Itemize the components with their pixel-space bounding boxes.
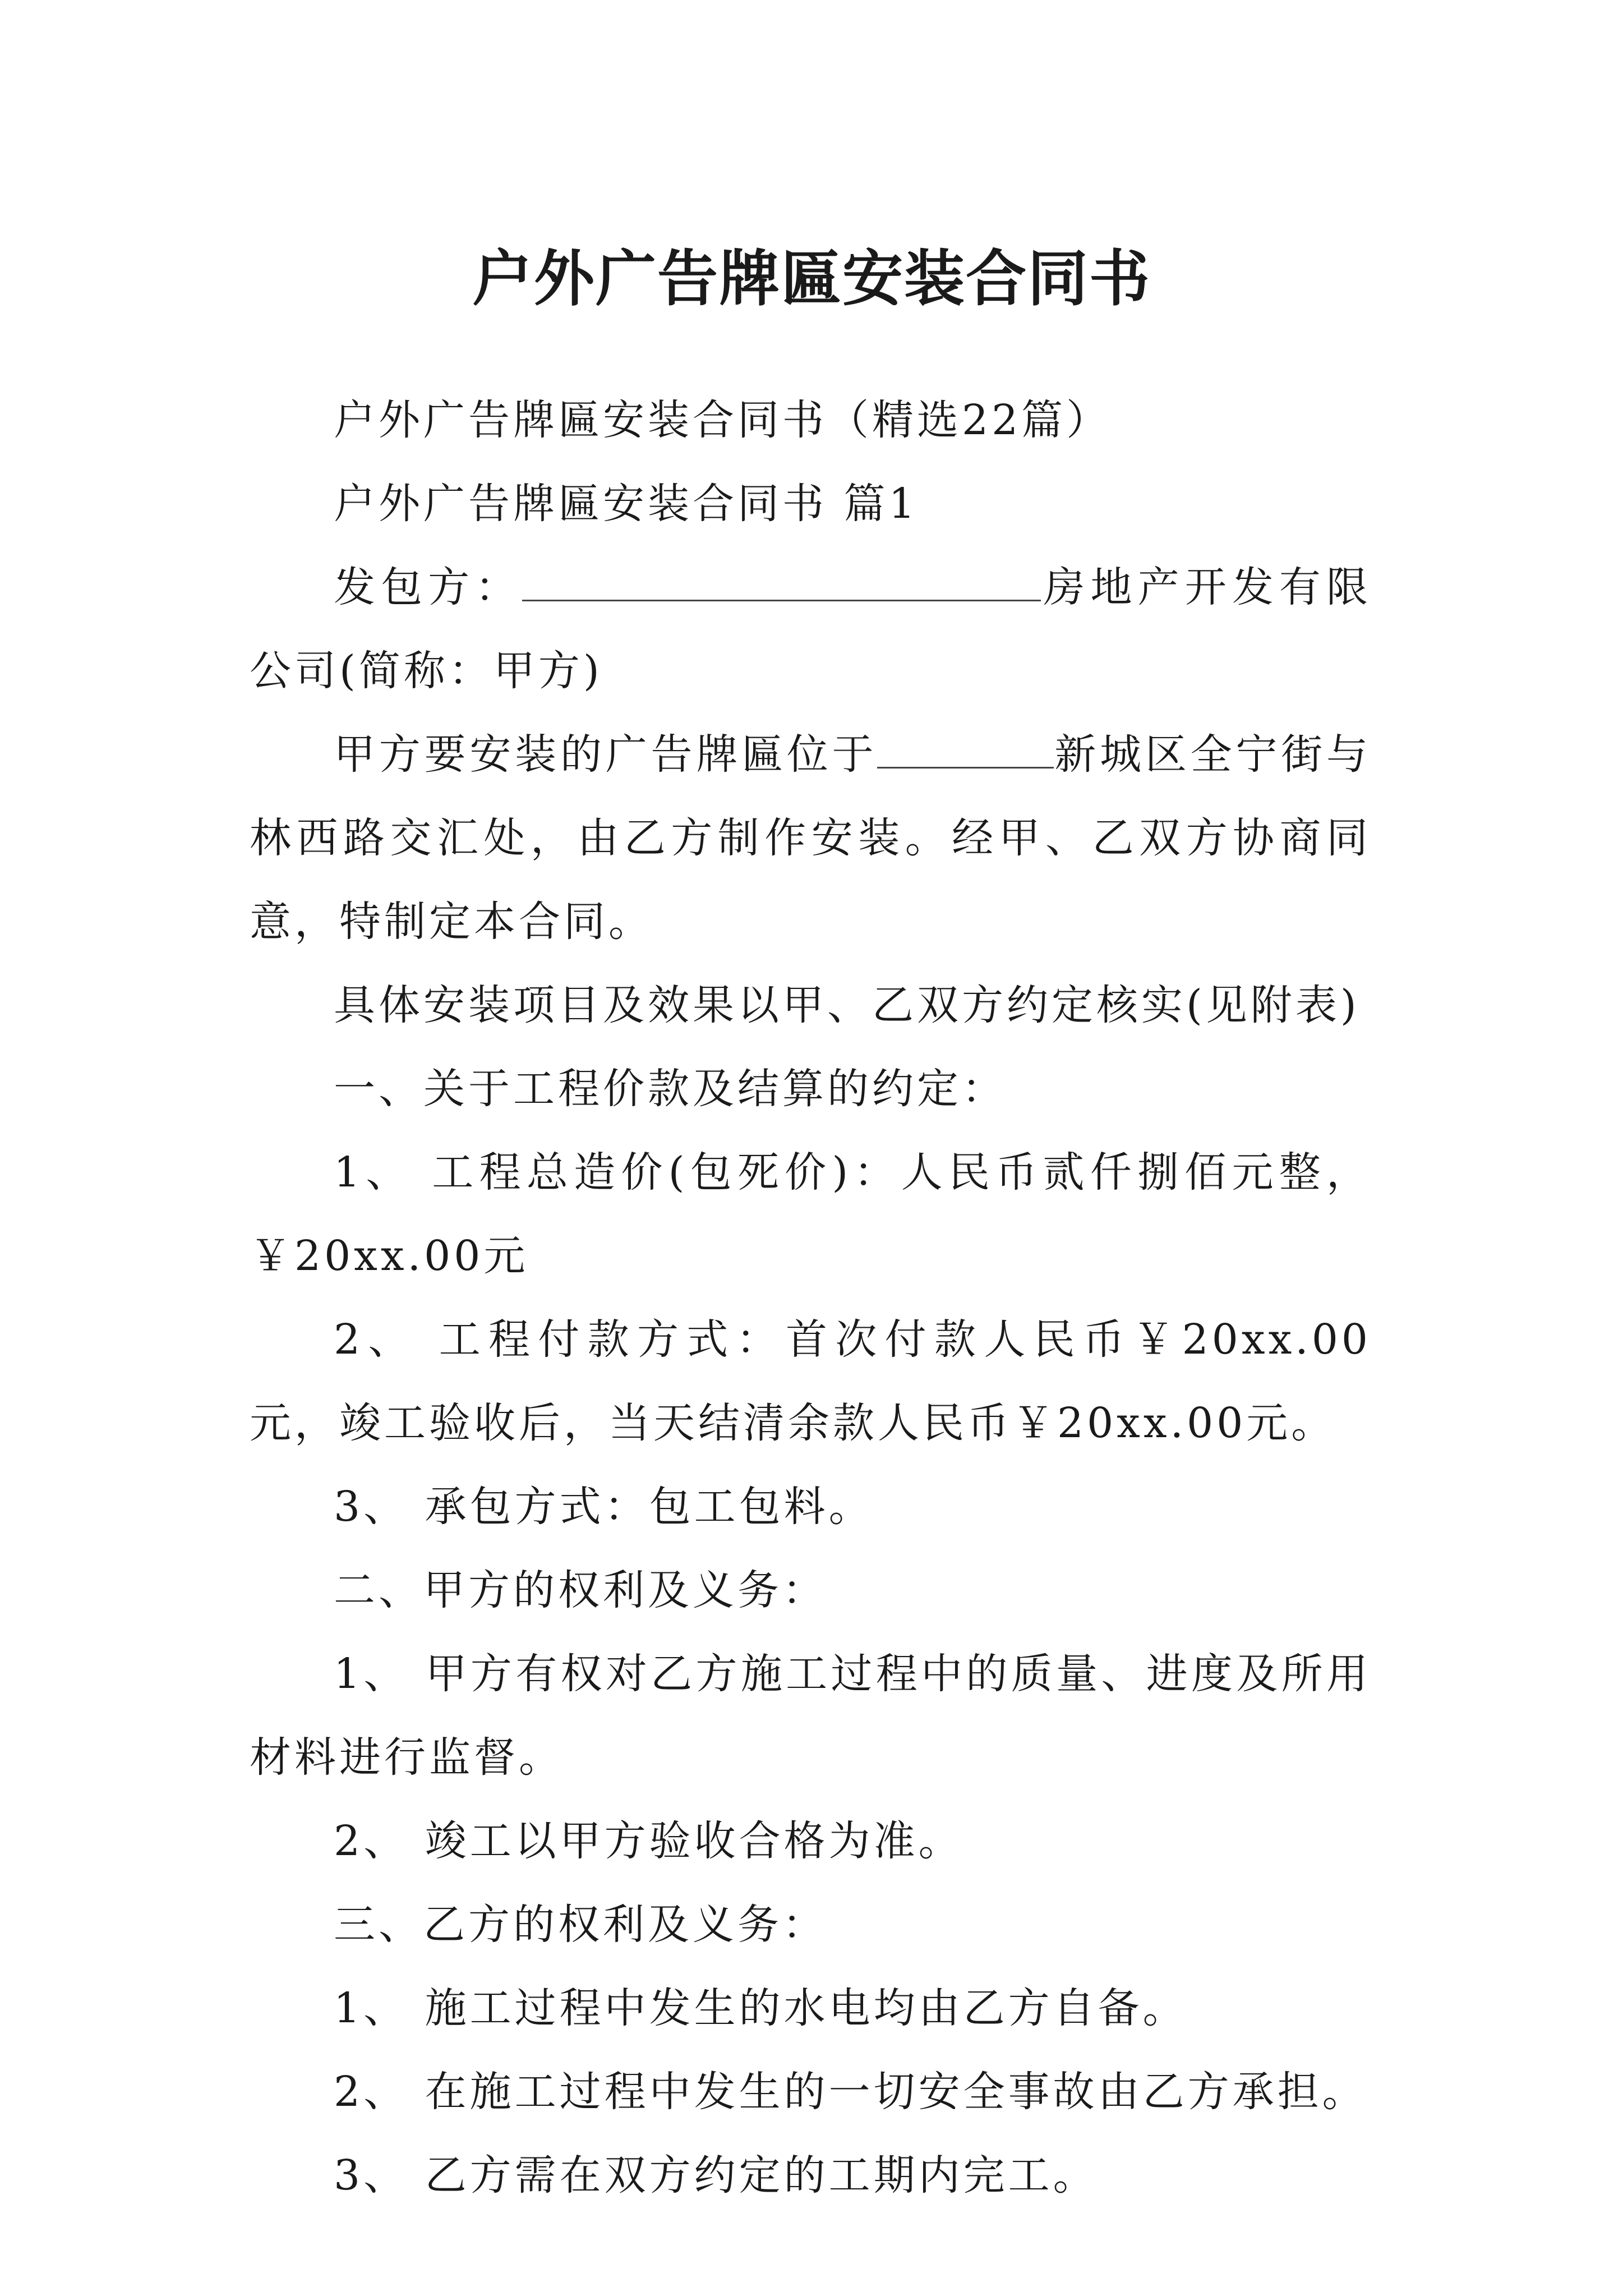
document-title: 户外广告牌匾安装合同书 <box>472 243 1151 315</box>
contractor-blank-line <box>522 564 1041 601</box>
paragraph-section-2-heading: 二、甲方的权利及义务： <box>334 1566 827 1614</box>
paragraph-section-1-heading: 一、关于工程价款及结算的约定： <box>334 1065 1007 1113</box>
paragraph-total-price: 1、 工程总造价(包死价)：人民币贰仟捌佰元整，￥20xx.00元 <box>250 1148 1371 1280</box>
paragraph-party-a-right-1: 1、 甲方有权对乙方施工过程中的质量、进度及所用材料进行监督。 <box>250 1650 1371 1782</box>
paragraph-section-3-heading: 三、乙方的权利及义务： <box>334 1901 827 1949</box>
paragraph-contractor <box>250 546 1371 713</box>
paragraph-location <box>250 713 1371 964</box>
paragraph-party-a-right-2: 2、 竣工以甲方验收合格为准。 <box>334 1817 963 1865</box>
paragraph-contract-method: 3、 承包方式：包工包料。 <box>334 1483 874 1531</box>
location-suffix: 新城区全宁街与林西路交汇处，由乙方制作安装。经甲、乙双方协商同意，特制定本合同。 <box>250 730 1372 946</box>
paragraph-section-heading: 户外广告牌匾安装合同书 篇1 <box>334 480 919 528</box>
contractor-label: 发包方： <box>334 563 523 611</box>
paragraph-payment-method: 2、 工程付款方式：首次付款人民币￥20xx.00元，竣工验收后，当天结清余款人民币￥20xx.00元。 <box>250 1315 1371 1447</box>
paragraph-party-b-duty-1: 1、 施工过程中发生的水电均由乙方自备。 <box>334 1984 1188 2032</box>
paragraph-subtitle: 户外广告牌匾安装合同书（精选22篇） <box>334 396 1112 444</box>
location-blank-line <box>877 731 1054 769</box>
paragraph-party-b-duty-2: 2、 在施工过程中发生的一切安全事故由乙方承担。 <box>334 2068 1367 2116</box>
document-body <box>250 379 1371 2217</box>
contractor-suffix: 房地产开发有限公司(简称：甲方) <box>250 563 1372 695</box>
location-prefix: 甲方要安装的广告牌匾位于 <box>334 730 878 779</box>
paragraph-project-scope: 具体安装项目及效果以甲、乙双方约定核实(见附表) <box>334 981 1360 1029</box>
paragraph-party-b-duty-3: 3、 乙方需在双方约定的工期内完工。 <box>334 2151 1098 2200</box>
